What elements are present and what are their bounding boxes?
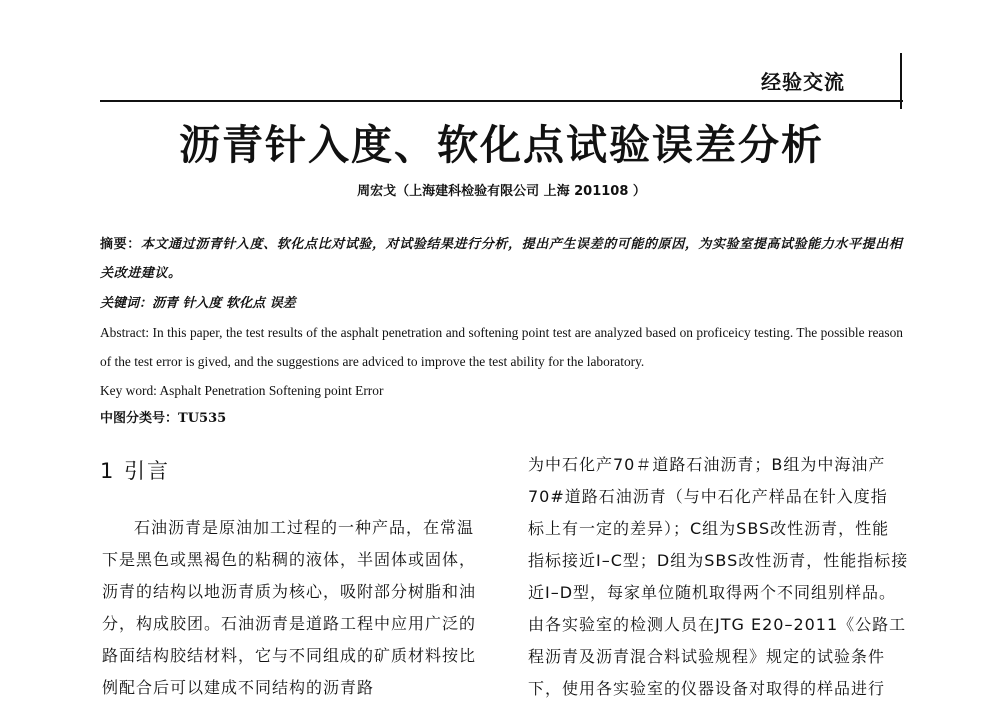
header-rule — [100, 100, 903, 102]
section-tag: 经验交流 — [761, 70, 845, 94]
author-affiliation: 周宏戈（上海建科检验有限公司 上海 201108 ） — [357, 184, 646, 199]
abstract-cn-text: 本文通过沥青针入度、软化点比对试验，对试验结果进行分析，提出产生误差的可能的原因，为实验室提高试验能力水平提出相关改进建议。 — [100, 237, 903, 281]
right-column-line: 指标接近I–C型；D组为SBS改性沥青，性能指标接 — [528, 551, 909, 570]
right-column-line: 由各实验室的检测人员在JTG E20–2011《公路工 — [528, 615, 907, 634]
right-column-line: 为中石化产70＃道路石油沥青；B组为中海油产 — [528, 455, 886, 474]
abstract-cn-label: 摘要： — [100, 237, 141, 252]
abstract-english — [100, 318, 903, 376]
keywords-cn-label: 关键词： — [100, 296, 153, 311]
right-column-line: 标上有一定的差异）；C组为SBS改性沥青，性能 — [528, 519, 890, 538]
abstract-en-text: In this paper, the test results of the asphalt penetration and softening point test are analyzed based on proficeicy testing. The possible reason of the test error is gived, and the suggestions are adviced to improve the test ability for the laboratory. — [100, 325, 903, 369]
section-heading: 1 引言 — [100, 459, 171, 483]
left-column — [102, 512, 482, 704]
right-column — [528, 449, 908, 705]
keywords-en-label: Key word: — [100, 383, 157, 398]
keywords-cn-text: 沥青 针入度 软化点 误差 — [152, 296, 296, 311]
intro-paragraph: 石油沥青是原油加工过程的一种产品，在常温下是黑色或黑褐色的粘稠的液体，半固体或固体，沥青的结构以地沥青质为核心，吸附部分树脂和油分，构成胶团。石油沥青是道路工程中应用广泛的路面结构胶结材料，它与不同组成的矿质材料按比例配合后可以建成不同结构的沥青路 — [102, 518, 477, 697]
classification-number — [100, 404, 903, 433]
right-column-line: 程沥青及沥青混合料试验规程》规定的试验条件 — [528, 647, 886, 666]
abstract-chinese — [100, 230, 903, 288]
paper-title: 沥青针入度、软化点试验误差分析 — [179, 121, 824, 169]
keywords-english — [100, 376, 903, 405]
right-column-line: 70#道路石油沥青（与中石化产样品在针入度指 — [528, 487, 888, 506]
keywords-en-text: Asphalt Penetration Softening point Error — [159, 383, 384, 398]
clc-value: TU535 — [178, 411, 227, 426]
right-column-line: 近I–D型，每家单位随机取得两个不同组别样品。 — [528, 583, 897, 602]
right-column-line: 下，使用各实验室的仪器设备对取得的样品进行 — [528, 679, 886, 698]
clc-label: 中图分类号： — [100, 411, 179, 426]
abstract-en-label: Abstract: — [100, 325, 150, 340]
keywords-chinese — [100, 289, 903, 318]
